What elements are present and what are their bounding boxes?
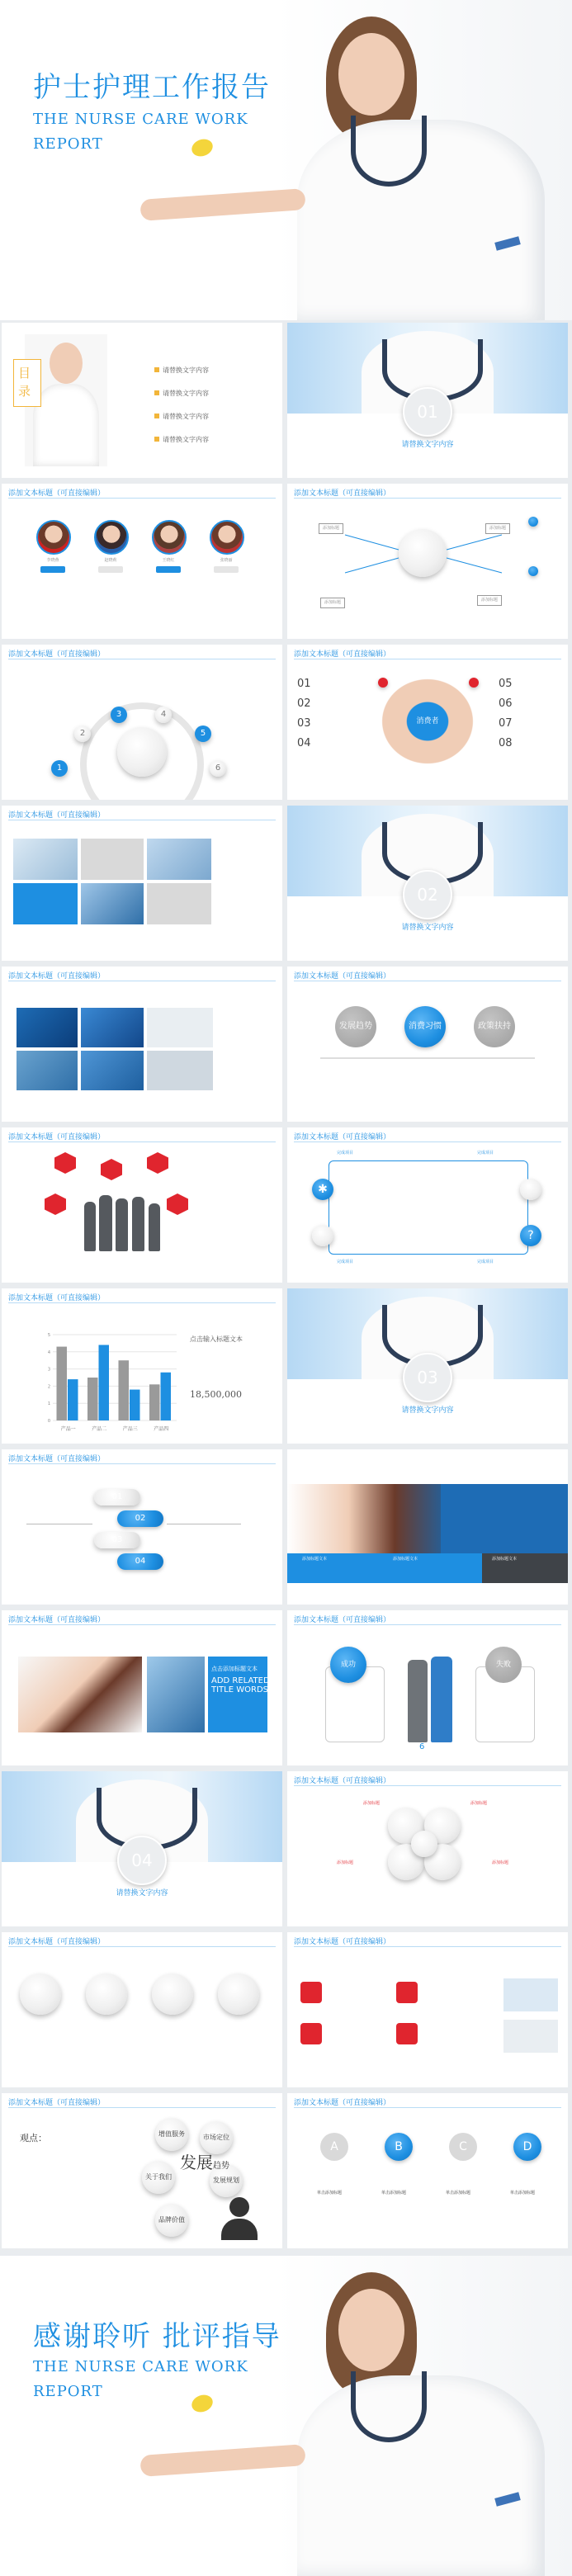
hexagon-slide	[2, 1127, 282, 1283]
arc-node: 4	[155, 707, 172, 723]
hands-number: 03	[297, 717, 311, 730]
arc-slide	[2, 645, 282, 800]
grid-photo	[13, 883, 78, 924]
timeline-label: 完成项目	[477, 1151, 494, 1156]
slide-header: 添加文本标题（可直接编辑）	[8, 1455, 106, 1463]
nurse-illustration	[281, 2272, 545, 2576]
chart-bar	[87, 1378, 98, 1420]
plus-hex-icon	[45, 1193, 66, 1215]
section-slide-04	[2, 1771, 282, 1926]
pill-number: 02	[135, 1514, 146, 1523]
slide-header: 添加文本标题（可直接编辑）	[8, 972, 106, 981]
hands-number: 04	[297, 737, 311, 749]
timeline-slide	[287, 1127, 568, 1283]
develop-node: 品牌价值	[155, 2204, 188, 2237]
hands-number: 07	[499, 717, 513, 730]
chart-bar	[57, 1347, 68, 1420]
habit-divider	[320, 1057, 535, 1059]
person-silhouette	[132, 1197, 144, 1251]
collage-slide	[2, 967, 282, 1122]
flower-slide	[287, 1771, 568, 1926]
panel-label: 添加标题文本	[393, 1557, 418, 1562]
blue-panel-slide	[287, 1449, 568, 1605]
hub-label: 添加标题	[319, 523, 343, 534]
abcd-drop: A	[320, 2133, 348, 2161]
plus-hex-icon	[54, 1152, 76, 1174]
ending-subtitle	[33, 2355, 248, 2404]
abcd-drop: C	[449, 2133, 477, 2161]
toc-label: 目录	[18, 366, 31, 399]
hands-right-list	[499, 674, 513, 754]
hub-dot-icon	[528, 517, 538, 527]
feature-circle	[20, 1973, 61, 2015]
section-number: 01	[403, 387, 452, 437]
fail-circle: 失败	[485, 1647, 522, 1683]
ending-subtitle-line1: THE NURSE CARE WORK	[33, 2358, 248, 2375]
hub-dot-icon	[528, 566, 538, 576]
abcd-drop: D	[513, 2133, 541, 2161]
collage-photo	[147, 1008, 213, 1047]
ending-slide	[0, 2256, 572, 2576]
slide-header: 添加文本标题（可直接编辑）	[294, 1777, 391, 1785]
red-tile-icon	[300, 2023, 322, 2044]
develop-node: 市场定位	[200, 2121, 233, 2154]
arc-node: 5	[195, 726, 211, 742]
team-member	[210, 520, 243, 575]
member-name: 王晓红	[162, 558, 175, 563]
arc-node: 6	[210, 760, 226, 777]
hub-connectors	[287, 484, 568, 639]
develop-node: 增值服务	[155, 2118, 188, 2151]
red-tile-icon	[396, 2023, 418, 2044]
list-photo	[503, 1978, 558, 2011]
habit-circle: 发展趋势	[335, 1006, 376, 1047]
ratio-number: 6	[419, 1742, 425, 1751]
member-name: 张晓丽	[220, 558, 233, 563]
hub-label: 添加标题	[320, 598, 345, 608]
toc-item[interactable]: 请替换文字内容	[154, 389, 209, 412]
panel-label: 添加标题文本	[492, 1557, 518, 1562]
timeline-node	[520, 1179, 541, 1200]
abcd-drop: B	[385, 2133, 413, 2161]
flower-label: 添加标题	[337, 1860, 354, 1865]
hand-dot-icon	[378, 678, 388, 688]
slide-header: 添加文本标题（可直接编辑）	[294, 972, 391, 981]
plus-hex-icon	[147, 1152, 168, 1174]
chart-x-tick: 产品四	[154, 1426, 169, 1432]
grid-photo	[147, 839, 211, 880]
person-avatar-icon	[221, 2197, 258, 2240]
question-icon: ?	[520, 1225, 541, 1246]
chart-y-tick: 0	[47, 1419, 50, 1424]
slide-header: 添加文本标题（可直接编辑）	[8, 1938, 106, 1946]
slide-header: 添加文本标题（可直接编辑）	[294, 489, 391, 498]
toc-slide	[2, 323, 282, 478]
habits-slide	[287, 967, 568, 1122]
timeline-frame	[329, 1160, 528, 1255]
pill-number: 03	[111, 1535, 123, 1544]
numbered-pill	[117, 1553, 163, 1570]
success-circle: 成功	[330, 1647, 366, 1683]
chart-bar	[161, 1373, 172, 1420]
slide-header: 添加文本标题（可直接编辑）	[294, 2099, 391, 2107]
slide-header: 添加文本标题（可直接编辑）	[294, 1616, 391, 1624]
chart-bar	[130, 1390, 140, 1420]
title-photo	[147, 1657, 205, 1732]
add-title-slide	[2, 1610, 282, 1765]
toc-item[interactable]: 请替换文字内容	[154, 412, 209, 435]
add-title-line3: TITLE WORDS	[211, 1685, 268, 1694]
slide-header: 添加文本标题（可直接编辑）	[8, 1133, 106, 1141]
collage-photo	[17, 1051, 78, 1090]
chart-bar	[99, 1345, 110, 1420]
slide-header: 添加文本标题（可直接编辑）	[8, 2099, 106, 2107]
hands-number: 05	[499, 678, 513, 690]
develop-node: 关于我们	[142, 2161, 175, 2194]
develop-node: 发展规划	[210, 2164, 243, 2197]
flower-label: 添加标题	[363, 1801, 381, 1806]
ending-title: 感谢聆听 批评指导	[33, 2320, 281, 2353]
arc-center	[117, 727, 167, 777]
add-title-line2: ADD RELATED	[211, 1676, 270, 1685]
plus-hex-icon	[101, 1159, 122, 1180]
numbered-pill	[117, 1510, 163, 1527]
cover-subtitle	[33, 107, 248, 157]
hands-left-list	[297, 674, 311, 754]
chart-bar	[68, 1379, 78, 1420]
hands-number: 08	[499, 737, 513, 749]
slide-header: 添加文本标题（可直接编辑）	[8, 811, 106, 820]
chart-x-tick: 产品三	[122, 1426, 138, 1432]
hand-dot-icon	[469, 678, 479, 688]
pill-number: 01	[111, 1492, 123, 1501]
section-number: 02	[403, 870, 452, 919]
team-member	[36, 520, 69, 575]
slide-header: 添加文本标题（可直接编辑）	[8, 1294, 106, 1302]
person-silhouette	[99, 1195, 112, 1251]
flower-label: 添加标题	[470, 1801, 488, 1806]
slide-header: 添加文本标题（可直接编辑）	[294, 650, 391, 659]
gear-icon: ✱	[312, 1179, 333, 1200]
add-title-line1: 点击添加标题文本	[211, 1666, 258, 1672]
people-slide	[287, 1610, 568, 1765]
numbered-slide	[2, 1449, 282, 1605]
hands-number: 01	[297, 678, 311, 690]
hands-center: 消费者	[416, 717, 439, 726]
team-member	[94, 520, 127, 575]
timeline-label: 完成项目	[337, 1151, 354, 1156]
slide-header: 添加文本标题（可直接编辑）	[8, 650, 106, 659]
section-title: 请替换文字内容	[401, 1406, 454, 1415]
feature-circle	[218, 1973, 259, 2015]
abcd-label: 单击添加标题	[446, 2191, 471, 2196]
arc-node: 1	[51, 760, 68, 777]
cover-slide	[0, 0, 572, 320]
abcd-label: 单击添加标题	[381, 2191, 407, 2196]
habit-circle: 消费习惯	[404, 1006, 446, 1047]
chart-y-tick: 4	[47, 1349, 50, 1355]
section-slide-01	[287, 323, 568, 478]
plus-hex-icon	[167, 1193, 188, 1215]
person-silhouette	[149, 1203, 160, 1251]
collage-photo	[81, 1051, 144, 1090]
collage-photo	[147, 1051, 213, 1090]
person-silhouette	[408, 1660, 428, 1742]
cover-subtitle-line1: THE NURSE CARE WORK	[33, 111, 248, 128]
section-title: 请替换文字内容	[401, 924, 454, 932]
numbered-pill	[94, 1489, 140, 1505]
flower-label: 添加标题	[492, 1860, 509, 1865]
section-title: 请替换文字内容	[116, 1889, 168, 1898]
hands-slide	[287, 645, 568, 800]
chart-bar	[149, 1384, 160, 1420]
person-silhouette	[116, 1198, 128, 1251]
slide-header: 添加文本标题（可直接编辑）	[294, 1938, 391, 1946]
timeline-node	[312, 1225, 333, 1246]
section-slide-02	[287, 806, 568, 961]
feature-circle	[86, 1973, 127, 2015]
slide-header: 添加文本标题（可直接编辑）	[8, 489, 106, 498]
team-slide	[2, 484, 282, 639]
section-slide-03	[287, 1288, 568, 1444]
chart-y-tick: 1	[47, 1401, 50, 1407]
grid-photo	[81, 883, 144, 924]
bar-chart	[41, 1330, 180, 1434]
collage-photo	[81, 1008, 144, 1047]
slide-header: 添加文本标题（可直接编辑）	[8, 1616, 106, 1624]
flower-center	[411, 1831, 437, 1857]
hub-label: 添加标题	[485, 523, 510, 534]
arc-node: 2	[74, 726, 91, 742]
chart-number: 18,500,000	[190, 1389, 242, 1400]
circles-slide	[2, 1932, 282, 2087]
member-name: 赵晓莉	[104, 558, 117, 563]
hub-label: 添加标题	[477, 595, 502, 606]
abcd-label: 单击添加标题	[510, 2191, 536, 2196]
grid-photo	[13, 839, 78, 880]
person-silhouette	[431, 1657, 452, 1742]
toc-item[interactable]: 请替换文字内容	[154, 435, 209, 458]
bar-chart-slide	[2, 1288, 282, 1444]
panel-blue	[441, 1484, 568, 1553]
person-silhouette	[84, 1202, 96, 1251]
hands-number: 06	[499, 697, 513, 710]
panel-label: 添加标题文本	[302, 1557, 328, 1562]
chart-y-tick: 5	[47, 1333, 50, 1338]
feature-circle	[152, 1973, 193, 2015]
grid-photo	[81, 839, 144, 880]
grid-photo	[147, 883, 211, 924]
timeline-label: 完成项目	[337, 1260, 354, 1264]
develop-title	[180, 2149, 229, 2173]
chart-y-tick: 3	[47, 1367, 50, 1373]
abcd-slide	[287, 2093, 568, 2248]
nurse-illustration	[281, 17, 545, 320]
hands-number: 02	[297, 697, 311, 710]
abcd-label: 单击添加标题	[317, 2191, 343, 2196]
develop-side: 观点：	[20, 2133, 47, 2144]
cover-title: 护士护理工作报告	[33, 71, 271, 104]
collage-photo	[17, 1008, 78, 1047]
pill-number: 04	[135, 1557, 146, 1566]
arc-node: 3	[111, 707, 127, 723]
team-member	[152, 520, 185, 575]
chart-y-tick: 2	[47, 1384, 50, 1390]
panel-photo	[287, 1484, 441, 1553]
list-photo	[503, 2020, 558, 2053]
section-title: 请替换文字内容	[401, 441, 454, 449]
chart-x-tick: 产品二	[92, 1426, 107, 1432]
member-name: 李晓燕	[46, 558, 59, 563]
section-number: 03	[403, 1353, 452, 1402]
hub-slide	[287, 484, 568, 639]
toc-list	[154, 366, 209, 458]
icon-list-slide	[287, 1932, 568, 2087]
doctor-photo	[18, 1657, 142, 1732]
develop-title-main: 发展	[180, 2153, 213, 2172]
chart-x-tick: 产品一	[60, 1426, 76, 1432]
cover-subtitle-line2: REPORT	[33, 135, 103, 153]
title-text	[211, 1665, 270, 1694]
develop-title-sub: 趋势	[213, 2162, 229, 2171]
numbered-pill	[94, 1532, 140, 1548]
photo-grid-slide	[2, 806, 282, 961]
chart-bar	[119, 1360, 130, 1420]
ending-subtitle-line2: REPORT	[33, 2383, 103, 2400]
red-tile-icon	[396, 1982, 418, 2003]
timeline-label: 完成项目	[477, 1260, 494, 1264]
slide-header: 添加文本标题（可直接编辑）	[294, 1133, 391, 1141]
toc-item[interactable]: 请替换文字内容	[154, 366, 209, 389]
section-number: 04	[117, 1836, 167, 1885]
chart-caption: 点击输入标题文本	[190, 1335, 243, 1343]
red-tile-icon	[300, 1982, 322, 2003]
develop-slide	[2, 2093, 282, 2248]
habit-circle: 政策扶持	[474, 1006, 515, 1047]
